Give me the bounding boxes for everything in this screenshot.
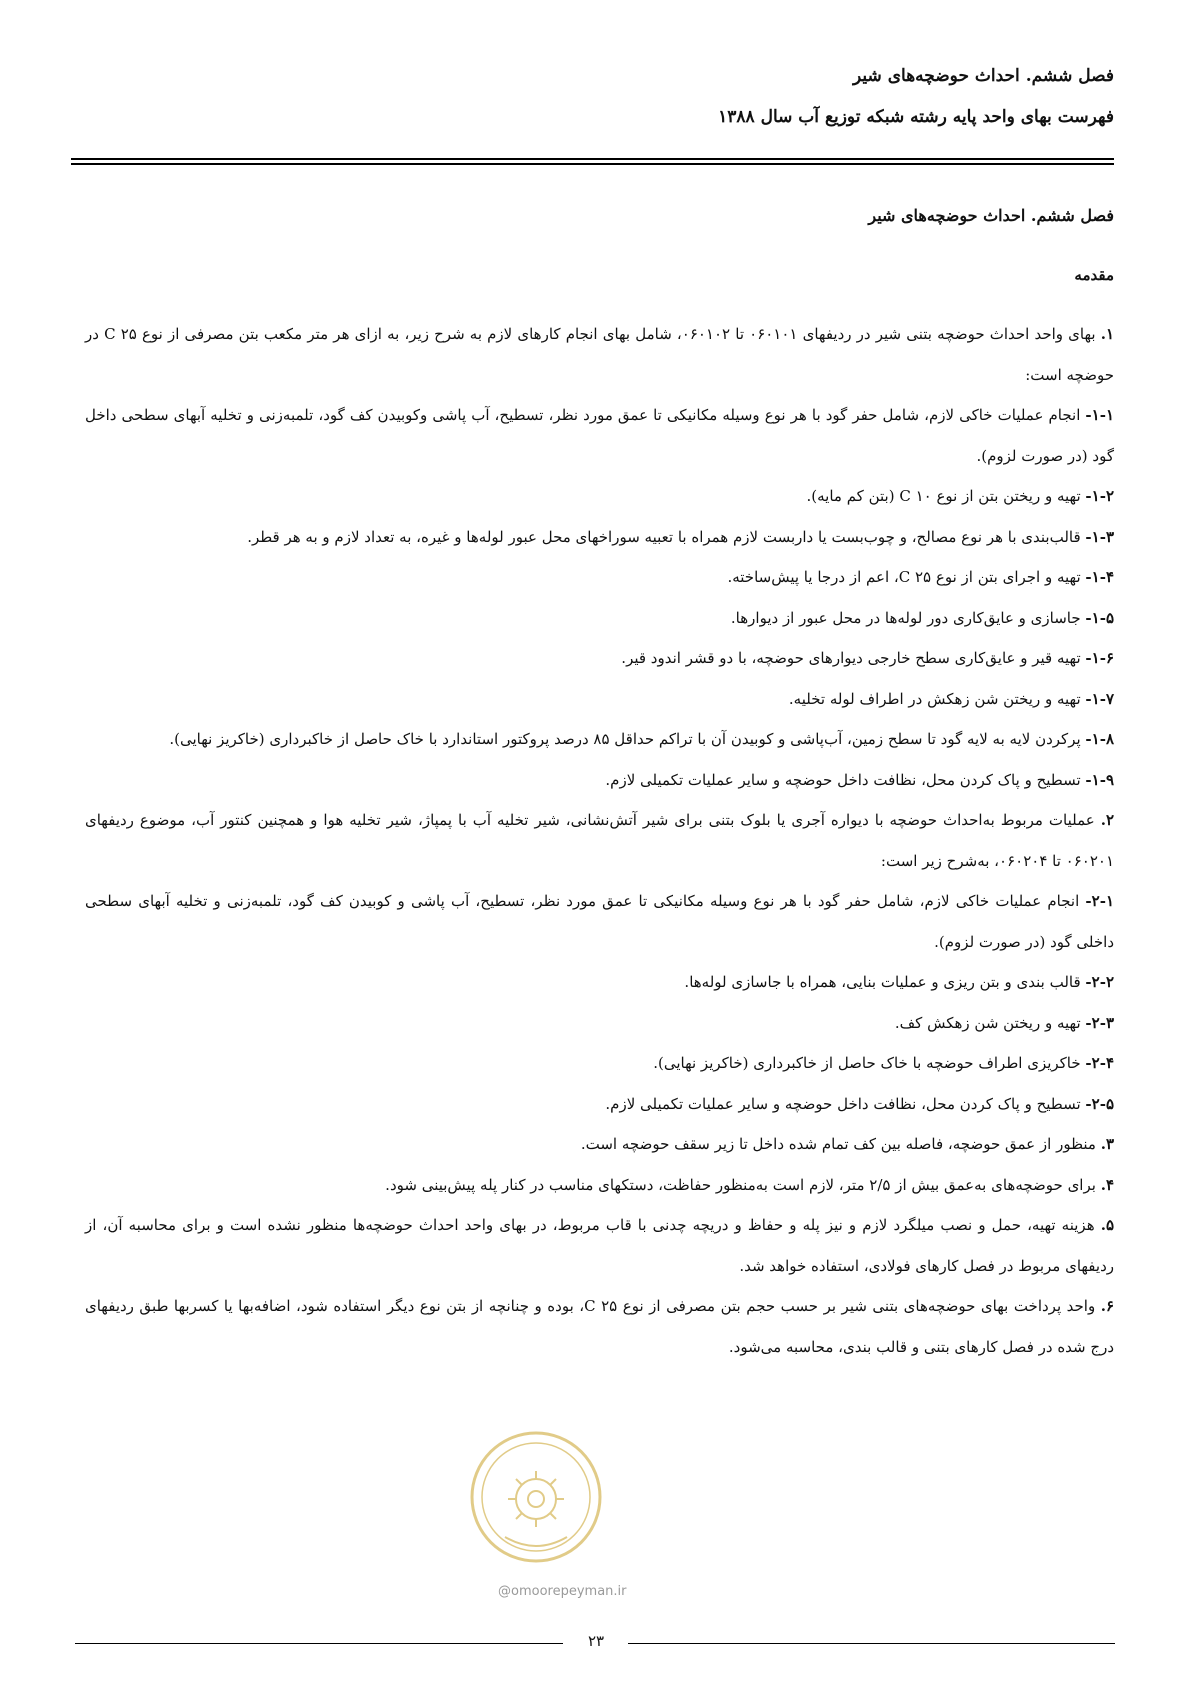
- paragraph-text: تهیه و اجرای بتن از نوع C ۲۵، اعم از درجا یا پیش‌ساخته.: [727, 568, 1086, 586]
- paragraph-number: ۱-۸-: [1085, 730, 1114, 748]
- paragraph-number: ۱-۹-: [1085, 770, 1114, 789]
- paragraph-number: ۲-۱-: [1085, 892, 1114, 910]
- paragraph-number: ۲-۲-: [1085, 973, 1114, 991]
- paragraph: [85, 314, 1114, 395]
- paragraph-number: ۶.: [1100, 1297, 1115, 1315]
- paragraph: [85, 679, 1114, 720]
- paragraph-text: جاسازی و عایق‌کاری دور لوله‌ها در محل عبور از دیوارها.: [730, 608, 1086, 627]
- paragraph-text: تهیه و ریختن شن زهکش در اطراف لوله تخلیه.: [788, 689, 1086, 708]
- paragraph-number: ۲-۳-: [1085, 1013, 1114, 1032]
- paragraph-number: ۲-۵-: [1085, 1094, 1114, 1113]
- paragraph-text: انجام عملیات خاکی لازم، شامل حفر گود با هر نوع وسیله مکانیکی تا عمق مورد نظر، تسطیح، آب پاشی و کوبیدن کف گود، تلمبه‌زنی و تخلیه آبهای سطحی داخلی گود (در صورت لزوم).: [85, 892, 1114, 951]
- paragraph-text: عملیات مربوط به‌احداث حوضچه با دیواره آجری یا بلوک بتنی برای شیر آتش‌نشانی، شیر تخلیه آب با پمپاژ، شیر تخلیه هوا و همچنین کنتور آب، موضوع ردیفهای ۰۶۰۲۰۱ تا ۰۶۰۲۰۴، به‌شرح زیر است:: [85, 811, 1114, 870]
- paragraph-text: قالب‌بندی با هر نوع مصالح، و چوب‌بست یا داربست لازم همراه با تعبیه سوراخهای محل عبور لوله‌ها و غیره، به تعداد لازم و به هر قطر.: [247, 527, 1086, 546]
- chapter-title: فصل ششم. احداث حوضچه‌های شیر: [868, 206, 1114, 225]
- paragraph-number: ۵.: [1100, 1216, 1114, 1234]
- paragraph-text: تهیه و ریختن شن زهکش کف.: [894, 1013, 1086, 1032]
- paragraph: [85, 476, 1114, 517]
- paragraph-number: ۱-۵-: [1085, 608, 1114, 627]
- paragraph-text: واحد پرداخت بهای حوضچه‌های بتنی شیر بر حسب حجم بتن مصرفی از نوع C ۲۵، بوده و چنانچه از بتن نوع دیگر استفاده شود، اضافه‌بها یا کسربها طبق ردیفهای درج شده در فصل کارهای بتنی و قالب بندی، محاسبه می‌شود.: [85, 1297, 1114, 1356]
- paragraph: [85, 800, 1114, 881]
- main-content: [85, 202, 1114, 1367]
- intro-heading: مقدمه: [1074, 266, 1114, 284]
- header-rule-bottom: [71, 163, 1114, 165]
- paragraph-number: ۱-۷-: [1085, 689, 1114, 708]
- paragraph: [85, 395, 1114, 476]
- watermark-url: @omoorepeyman.ir: [498, 1584, 627, 1599]
- paragraph-text: انجام عملیات خاکی لازم، شامل حفر گود با هر نوع وسیله مکانیکی تا عمق مورد نظر، تسطیح، آب پاشی وکوبیدن کف گود، تلمبه‌زنی و تخلیه آبهای سطحی داخل گود (در صورت لزوم).: [85, 406, 1114, 465]
- paragraph: [85, 1003, 1114, 1044]
- paragraph-number: ۱-۲-: [1085, 487, 1114, 505]
- paragraph: [85, 760, 1114, 801]
- paragraph-number: ۱-۴-: [1085, 568, 1114, 586]
- paragraph: [85, 557, 1114, 598]
- paragraph-number: ۱-۳-: [1085, 527, 1114, 546]
- paragraph-text: منظور از عمق حوضچه، فاصله بین کف تمام شده داخل تا زیر سقف حوضچه است.: [580, 1135, 1101, 1153]
- paragraph-text: خاکریزی اطراف حوضچه با خاک حاصل از خاکبرداری (خاکریز نهایی).: [653, 1054, 1086, 1072]
- paragraph-number: ۱-۶-: [1085, 649, 1114, 667]
- paragraph-number: ۲-۴-: [1085, 1054, 1114, 1072]
- paragraph: [85, 1124, 1114, 1165]
- paragraph-text: هزینه تهیه، حمل و نصب میلگرد لازم و نیز پله و حفاظ و دریچه چدنی با قاب مربوط، در بهای واحد احداث حوضچه‌ها منظور نشده است و برای محاسبه آن، از ردیفهای مربوط در فصل کارهای فولادی، استفاده خواهد شد.: [85, 1216, 1114, 1275]
- paragraph-number: ۱.: [1100, 325, 1115, 343]
- footer-rule-right: [628, 1643, 1115, 1644]
- paragraph: [85, 1043, 1114, 1084]
- paragraph-text: بهای واحد احداث حوضچه بتنی شیر در ردیفهای ۰۶۰۱۰۱ تا ۰۶۰۱۰۲، شامل بهای انجام کارهای لازم به شرح زیر، به ازای هر متر مکعب بتن مصرفی از نوع C ۲۵ در حوضچه است:: [85, 325, 1114, 384]
- paragraph-text: تسطیح و پاک کردن محل، نظافت داخل حوضچه و سایر عملیات تکمیلی لازم.: [605, 770, 1086, 789]
- running-header: [75, 62, 1114, 131]
- paragraph-list: [85, 314, 1114, 1367]
- seal-watermark-icon: [465, 1425, 607, 1575]
- paragraph-text: تهیه و ریختن بتن از نوع C ۱۰ (بتن کم مایه).: [806, 487, 1086, 505]
- paragraph-number: ۴.: [1100, 1175, 1114, 1194]
- paragraph: [85, 719, 1114, 760]
- paragraph-number: ۳.: [1100, 1135, 1114, 1153]
- paragraph: [85, 598, 1114, 639]
- header-rule-top: [71, 158, 1114, 160]
- header-price-list-title: فهرست بهای واحد پایه رشته شبکه توزیع آب سال ۱۳۸۸: [718, 107, 1114, 127]
- paragraph-text: برای حوضچه‌های به‌عمق بیش از ۲/۵ متر، لازم است به‌منظور حفاظت، دستکهای مناسب در کنار پله پیش‌بینی شود.: [385, 1175, 1101, 1194]
- footer-rule-left: [75, 1643, 563, 1644]
- paragraph: [85, 1084, 1114, 1125]
- paragraph-text: تسطیح و پاک کردن محل، نظافت داخل حوضچه و سایر عملیات تکمیلی لازم.: [605, 1094, 1086, 1113]
- paragraph-text: تهیه قیر و عایق‌کاری سطح خارجی دیوارهای حوضچه، با دو قشر اندود قیر.: [621, 649, 1086, 667]
- paragraph: [85, 881, 1114, 962]
- paragraph-number: ۱-۱-: [1085, 406, 1114, 424]
- paragraph-text: پرکردن لایه به لایه گود تا سطح زمین، آب‌پاشی و کوبیدن آن با تراکم حداقل ۸۵ درصد پروکتور استاندارد با خاک حاصل از خاکبرداری (خاکریز نهایی).: [169, 730, 1086, 748]
- paragraph: [85, 1286, 1114, 1367]
- paragraph-text: قالب بندی و بتن ریزی و عملیات بنایی، همراه با جاسازی لوله‌ها.: [684, 973, 1086, 991]
- paragraph: [85, 962, 1114, 1003]
- paragraph-number: ۲.: [1100, 811, 1114, 829]
- page-number: ۲۳: [587, 1632, 605, 1650]
- paragraph: [85, 638, 1114, 679]
- paragraph: [85, 1205, 1114, 1286]
- paragraph: [85, 1165, 1114, 1206]
- paragraph: [85, 517, 1114, 558]
- header-chapter-title: فصل ششم. احداث حوضچه‌های شیر: [853, 66, 1114, 86]
